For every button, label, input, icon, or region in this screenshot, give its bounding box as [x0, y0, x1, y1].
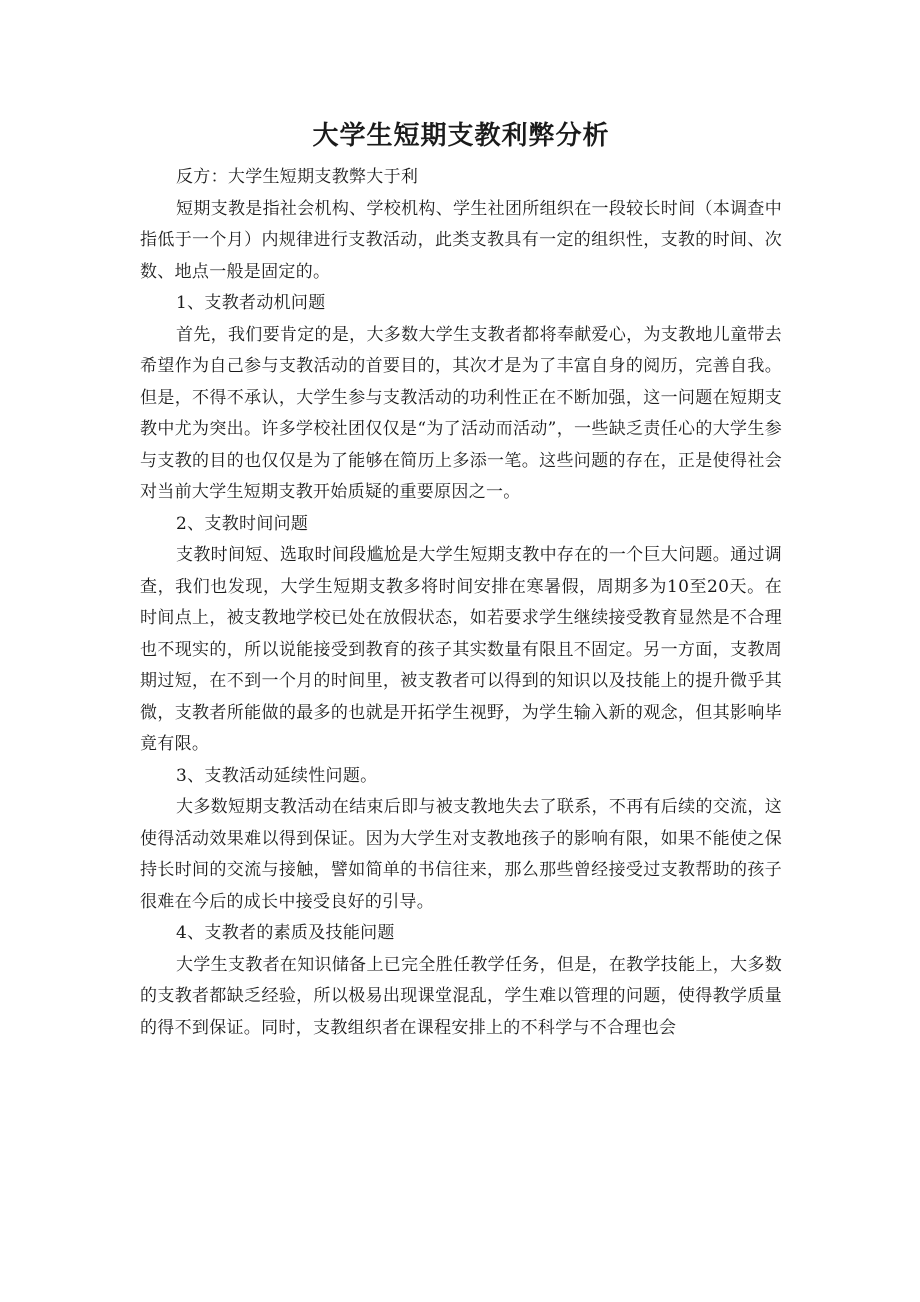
section-heading-3: 3、支教活动延续性问题。 [176, 765, 378, 786]
section-paragraph-1: 首先，我们要肯定的是，大多数大学生支教者都将奉献爱心，为支教地儿童带去希望作为自己参与支教活动的首要目的，其次才是为了丰富自身的阅历，完善自我。但是，不得不承认，大学生参与支教活动的功利性正在不断加强，这一问题在短期支教中尤为突出。许多学校社团仅仅是“为了活动而活动”，一些缺乏责任心的大学生参与支教的目的也仅仅是为了能够在简历上多添一笔。这些问题的存在，正是使得社会对当前大学生短期支教开始质疑的重要原因之一。 [140, 324, 782, 502]
section-paragraph-4: 大学生支教者在知识储备上已完全胜任教学任务，但是，在教学技能上，大多数的支教者都缺乏经验，所以极易出现课堂混乱，学生难以管理的问题，使得教学质量的得不到保证。同时，支教组织者在课程安排上的不科学与不合理也会 [140, 954, 782, 1038]
section-paragraph-2: 支教时间短、选取时间段尴尬是大学生短期支教中存在的一个巨大问题。通过调查，我们也发现，大学生短期支教多将时间安排在寒暑假，周期多为10至20天。在时间点上，被支教地学校已处在放假状态，如若要求学生继续接受教育显然是不合理也不现实的，所以说能接受到教育的孩子其实数量有限且不固定。另一方面，支教周期过短，在不到一个月的时间里，被支教者可以得到的知识以及技能上的提升微乎其微，支教者所能做的最多的也就是开拓学生视野，为学生输入新的观念，但其影响毕竟有限。 [140, 545, 782, 754]
section-heading-1: 1、支教者动机问题 [176, 293, 326, 313]
section-heading-4: 4、支教者的素质及技能问题 [176, 923, 395, 943]
section-paragraph-3: 大多数短期支教活动在结束后即与被支教地失去了联系，不再有后续的交流，这使得活动效果难以得到保证。因为大学生对支教地孩子的影响有限，如果不能使之保持长时间的交流与接触，譬如简单的书信往来，那么那些曾经接受过支教帮助的孩子很难在今后的成长中接受良好的引导。 [140, 797, 782, 912]
definition-paragraph: 短期支教是指社会机构、学校机构、学生社团所组织在一段较长时间（本调查中指低于一个月）内规律进行支教活动，此类支教具有一定的组织性，支教的时间、次数、地点一般是固定的。 [140, 198, 782, 282]
document-body [140, 112, 782, 1044]
section-heading-2: 2、支教时间问题 [176, 513, 309, 534]
stance-line: 反方：大学生短期支教弊大于利 [176, 167, 419, 187]
document-title: 大学生短期支教利弊分析 [312, 121, 610, 151]
